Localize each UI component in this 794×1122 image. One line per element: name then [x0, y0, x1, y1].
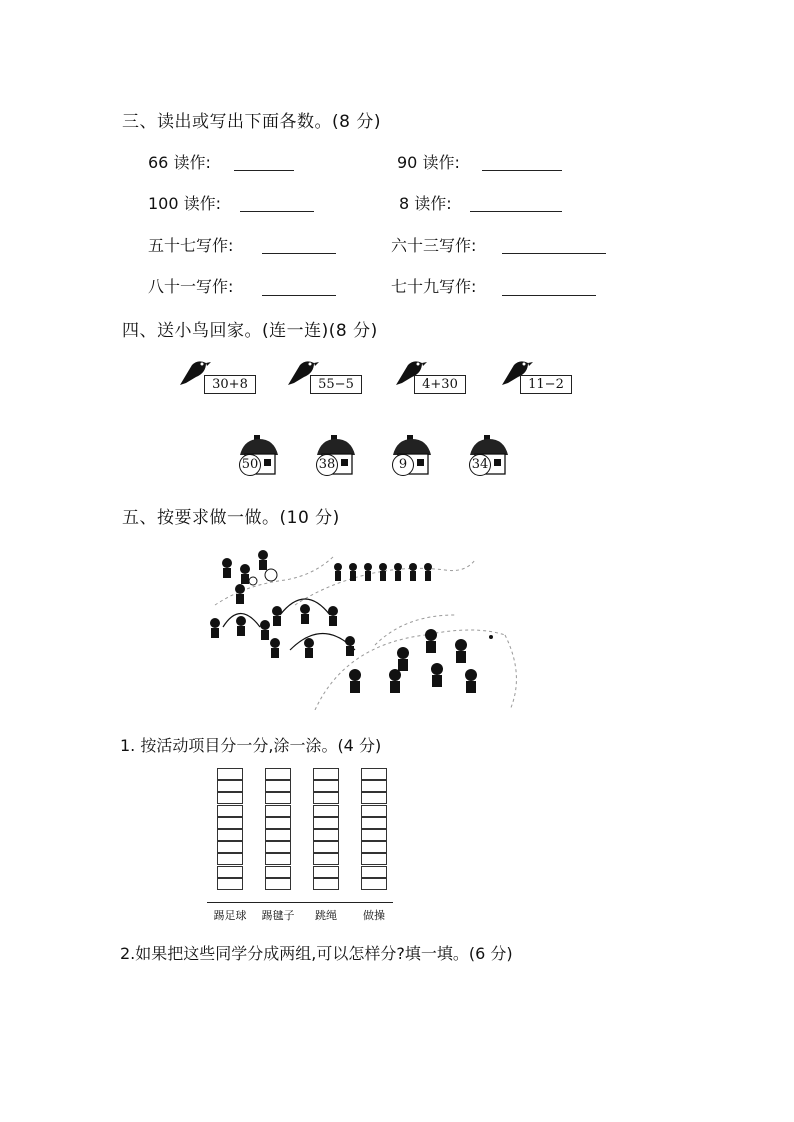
column-label: 做操 [363, 909, 385, 922]
color-cell[interactable] [361, 805, 387, 817]
answer-blank-57[interactable] [262, 253, 336, 254]
activities-illustration [205, 545, 525, 710]
bird-expression: 4+30 [414, 375, 466, 394]
color-cell[interactable] [313, 792, 339, 804]
color-cell[interactable] [361, 829, 387, 841]
color-cell[interactable] [265, 792, 291, 804]
color-cell[interactable] [361, 768, 387, 780]
house-card-3[interactable] [389, 433, 435, 479]
color-cell[interactable] [361, 878, 387, 890]
color-cell[interactable] [217, 878, 243, 890]
color-cell[interactable] [313, 866, 339, 878]
house-card-4[interactable] [466, 433, 512, 479]
color-cell[interactable] [361, 866, 387, 878]
color-cell[interactable] [313, 805, 339, 817]
color-cell[interactable] [313, 780, 339, 792]
color-cell[interactable] [217, 841, 243, 853]
item-66-label: 66 读作: [148, 153, 211, 172]
color-cell[interactable] [313, 768, 339, 780]
answer-blank-8[interactable] [470, 211, 562, 212]
answer-blank-66[interactable] [234, 170, 294, 171]
color-cell[interactable] [265, 780, 291, 792]
color-cell[interactable] [265, 841, 291, 853]
item-79-label: 七十九写作: [391, 277, 477, 296]
color-cell[interactable] [265, 853, 291, 865]
color-cell[interactable] [361, 841, 387, 853]
color-cell[interactable] [313, 841, 339, 853]
bird-expression: 11−2 [520, 375, 572, 394]
house-card-2[interactable] [313, 433, 359, 479]
color-cell[interactable] [265, 817, 291, 829]
house-number: 38 [316, 454, 338, 476]
item-63-label: 六十三写作: [391, 236, 477, 255]
item-90-label: 90 读作: [397, 153, 460, 172]
color-cell[interactable] [265, 878, 291, 890]
color-cell[interactable] [361, 817, 387, 829]
color-cell[interactable] [265, 805, 291, 817]
q1-text: 1. 按活动项目分一分,涂一涂。(4 分) [120, 736, 382, 755]
color-cell[interactable] [313, 878, 339, 890]
bird-card-4[interactable] [500, 357, 580, 395]
q2-text: 2.如果把这些同学分成两组,可以怎样分?填一填。(6 分) [120, 944, 513, 963]
color-cell[interactable] [361, 792, 387, 804]
section4-title: 四、送小鸟回家。(连一连)(8 分) [122, 321, 378, 341]
chart-baseline [207, 902, 393, 903]
answer-blank-81[interactable] [262, 295, 336, 296]
section5-title: 五、按要求做一做。(10 分) [122, 508, 340, 528]
item-100-label: 100 读作: [148, 194, 222, 213]
house-number: 50 [239, 454, 261, 476]
color-cell[interactable] [217, 780, 243, 792]
color-cell[interactable] [313, 829, 339, 841]
column-label: 踢足球 [213, 909, 247, 922]
bird-card-1[interactable] [178, 357, 258, 395]
color-cell[interactable] [217, 829, 243, 841]
bird-expression: 30+8 [204, 375, 256, 394]
color-cell[interactable] [313, 817, 339, 829]
answer-blank-63[interactable] [502, 253, 606, 254]
color-cell[interactable] [217, 853, 243, 865]
bird-card-3[interactable] [394, 357, 474, 395]
coloring-chart [207, 766, 397, 926]
color-cell[interactable] [265, 829, 291, 841]
section3-title: 三、读出或写出下面各数。(8 分) [122, 112, 381, 132]
answer-blank-90[interactable] [482, 170, 562, 171]
color-cell[interactable] [361, 853, 387, 865]
column-label: 踢毽子 [261, 909, 295, 922]
color-cell[interactable] [217, 792, 243, 804]
item-8-label: 8 读作: [399, 194, 452, 213]
color-cell[interactable] [313, 853, 339, 865]
house-number: 34 [469, 454, 491, 476]
house-number: 9 [392, 454, 414, 476]
color-cell[interactable] [217, 805, 243, 817]
bird-card-2[interactable] [286, 357, 366, 395]
color-cell[interactable] [265, 768, 291, 780]
column-label: 跳绳 [315, 909, 337, 922]
item-57-label: 五十七写作: [148, 236, 234, 255]
color-cell[interactable] [361, 780, 387, 792]
color-cell[interactable] [265, 866, 291, 878]
answer-blank-100[interactable] [240, 211, 314, 212]
house-card-1[interactable] [236, 433, 282, 479]
color-cell[interactable] [217, 866, 243, 878]
answer-blank-79[interactable] [502, 295, 596, 296]
color-cell[interactable] [217, 768, 243, 780]
color-cell[interactable] [217, 817, 243, 829]
item-81-label: 八十一写作: [148, 277, 234, 296]
bird-expression: 55−5 [310, 375, 362, 394]
